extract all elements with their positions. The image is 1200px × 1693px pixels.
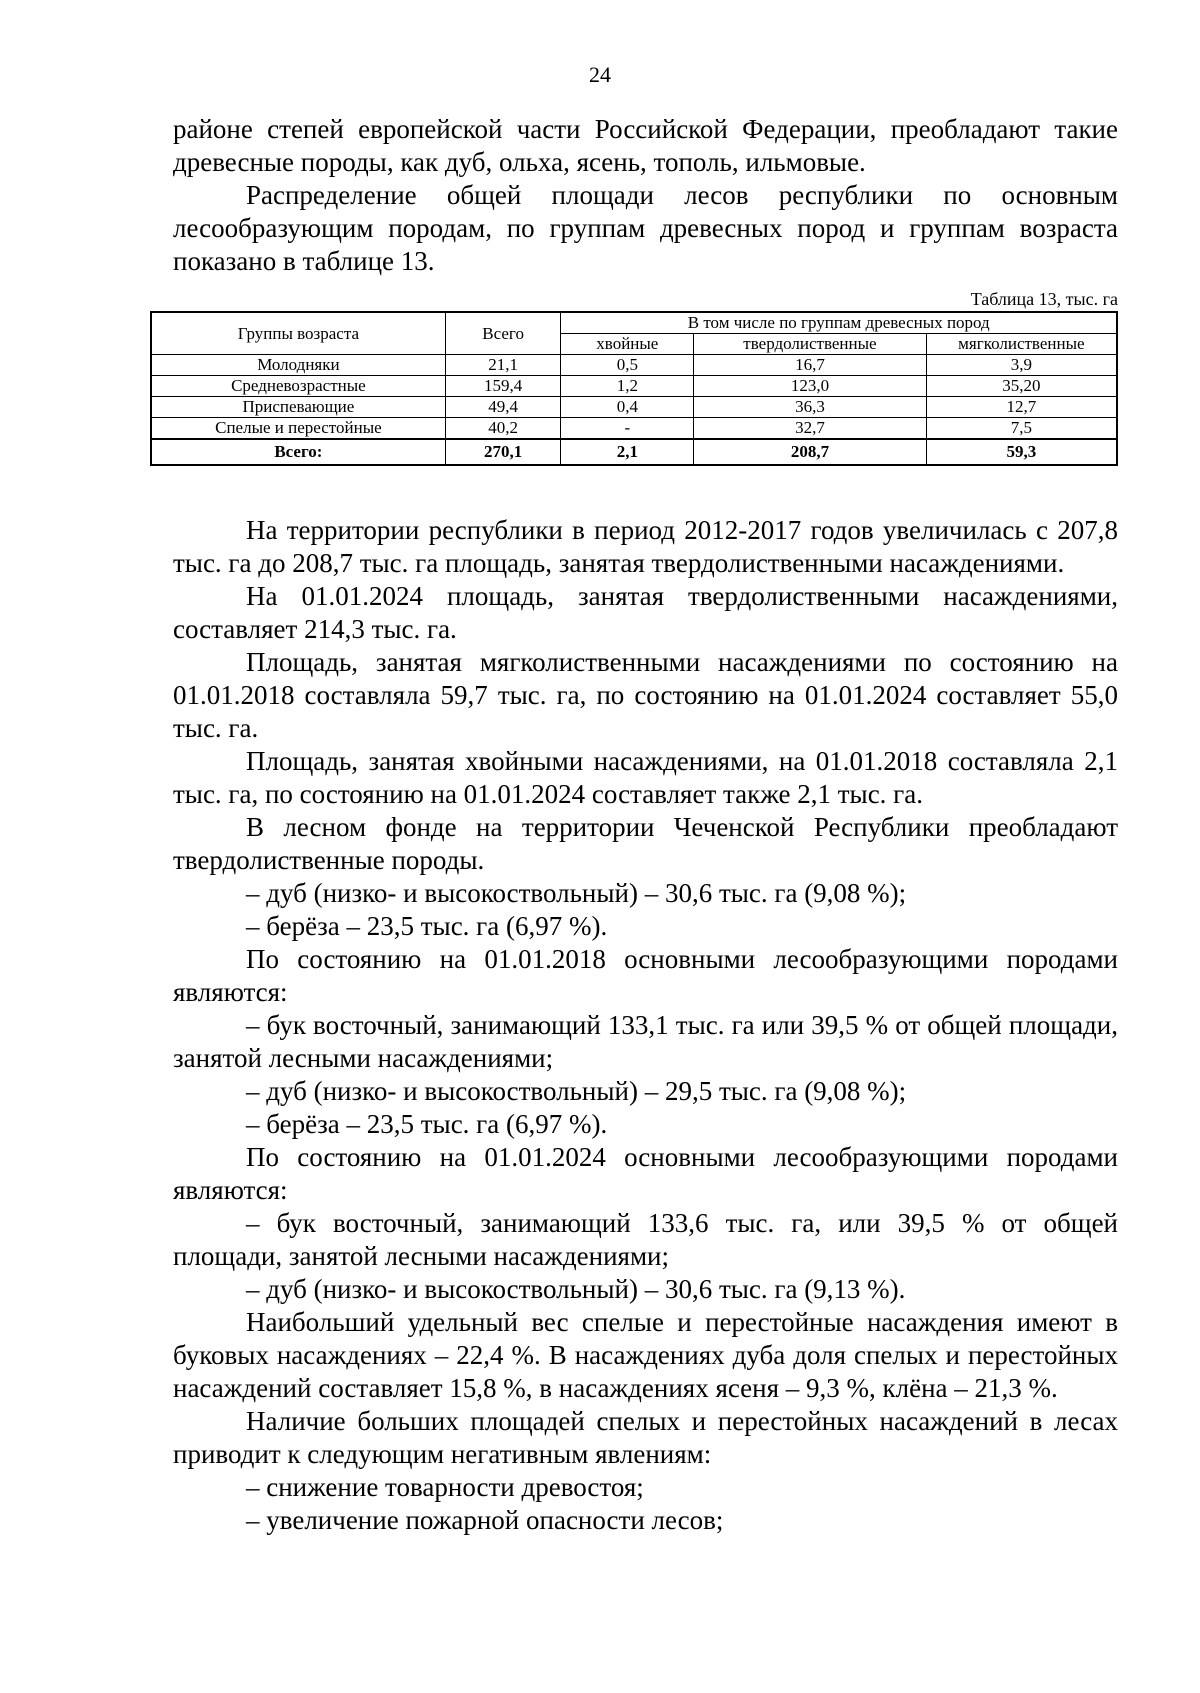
table-row — [151, 418, 1117, 440]
paragraph: По состоянию на 01.01.2024 основными лесообразующими породами являются: — [173, 1142, 1118, 1205]
list-item: – дуб (низко- и высокоствольный) – 30,6 тыс. га (9,08 %); — [246, 878, 907, 908]
intro-text — [173, 113, 1118, 278]
paragraph: По состоянию на 01.01.2018 основными лесообразующими породами являются: — [173, 944, 1118, 1007]
table-cell: Средневозрастные — [151, 376, 445, 397]
table-cell: 123,0 — [694, 376, 927, 397]
table-cell: 32,7 — [694, 418, 927, 440]
table-cell: Молодняки — [151, 355, 445, 376]
list-item: – берёза – 23,5 тыс. га (6,97 %). — [246, 1109, 608, 1139]
table-cell: 49,4 — [445, 397, 561, 418]
table-cell: 3,9 — [926, 355, 1117, 376]
header-hardwood: твердолиственные — [694, 334, 927, 355]
table-cell: - — [561, 418, 694, 440]
header-groups: Группы возраста — [151, 312, 445, 355]
table-cell: Спелые и перестойные — [151, 418, 445, 440]
list-item: – бук восточный, занимающий 133,6 тыс. га, или 39,5 % от общей площади, занятой лесными насаждениями; — [173, 1208, 1118, 1271]
list-item: – дуб (низко- и высокоствольный) – 29,5 тыс. га (9,08 %); — [246, 1076, 907, 1106]
paragraph: На 01.01.2024 площадь, занятая твердолиственными насаждениями, составляет 214,3 тыс. га. — [173, 581, 1118, 644]
list-item: – снижение товарности древостоя; — [246, 1472, 644, 1502]
header-including: В том числе по группам древесных пород — [561, 312, 1117, 334]
table-row — [151, 355, 1117, 376]
paragraph: Наибольший удельный вес спелые и перестойные насаждения имеют в буковых насаждениях – 22,4 %. В насаждениях дуба доля спелых и перестойных насаждений составляет 15,8 %, в насаждениях ясеня – 9,3 %, клёна – 21,3 %. — [173, 1307, 1118, 1403]
body-text — [173, 514, 1118, 1537]
page-number: 24 — [589, 62, 611, 87]
table-row — [151, 397, 1117, 418]
table-cell: 1,2 — [561, 376, 694, 397]
table-cell: 40,2 — [445, 418, 561, 440]
table-cell: 2,1 — [561, 439, 694, 465]
header-softwood: мягколиственные — [926, 334, 1117, 355]
paragraph: В лесном фонде на территории Чеченской Республики преобладают твердолиственные породы. — [173, 812, 1118, 875]
table-header-row — [151, 312, 1117, 334]
list-item: – берёза – 23,5 тыс. га (6,97 %). — [246, 911, 608, 941]
table-cell: 208,7 — [694, 439, 927, 465]
table-cell: 16,7 — [694, 355, 927, 376]
table-cell: 270,1 — [445, 439, 561, 465]
age-groups-table — [150, 311, 1118, 466]
intro-paragraph-2: Распределение общей площади лесов республики по основным лесообразующим породам, по группам древесных пород и группам возраста показано в таблице 13. — [173, 180, 1118, 276]
paragraph: На территории республики в период 2012-2017 годов увеличилась с 207,8 тыс. га до 208,7 тыс. га площадь, занятая твердолиственными насаждениями. — [173, 515, 1118, 578]
table-cell: Приспевающие — [151, 397, 445, 418]
table-row — [151, 376, 1117, 397]
paragraph: Площадь, занятая мягколиственными насаждениями по состоянию на 01.01.2018 составляла 59,7 тыс. га, по состоянию на 01.01.2024 составляет 55,0 тыс. га. — [173, 647, 1118, 743]
table-caption: Таблица 13, тыс. га — [970, 289, 1118, 309]
table-cell: 12,7 — [926, 397, 1117, 418]
paragraph: Наличие больших площадей спелых и перестойных насаждений в лесах приводит к следующим негативным явлениям: — [173, 1406, 1118, 1469]
intro-paragraph-1: районе степей европейской части Российской Федерации, преобладают такие древесные породы, как дуб, ольха, ясень, тополь, ильмовые. — [173, 114, 1118, 177]
list-item: – дуб (низко- и высокоствольный) – 30,6 тыс. га (9,13 %). — [246, 1274, 906, 1304]
header-total: Всего — [445, 312, 561, 355]
list-item: – увеличение пожарной опасности лесов; — [246, 1505, 724, 1535]
list-item: – бук восточный, занимающий 133,1 тыс. га или 39,5 % от общей площади, занятой лесными насаждениями; — [173, 1010, 1118, 1073]
table-cell: 0,5 — [561, 355, 694, 376]
table-cell: 36,3 — [694, 397, 927, 418]
table-total-row — [151, 439, 1117, 465]
table-cell: 7,5 — [926, 418, 1117, 440]
paragraph: Площадь, занятая хвойными насаждениями, на 01.01.2018 составляла 2,1 тыс. га, по состоянию на 01.01.2024 составляет также 2,1 тыс. га. — [173, 746, 1118, 809]
table-cell: 59,3 — [926, 439, 1117, 465]
table-cell: 35,20 — [926, 376, 1117, 397]
header-conifer: хвойные — [561, 334, 694, 355]
table-cell: 21,1 — [445, 355, 561, 376]
table-cell: 159,4 — [445, 376, 561, 397]
table-cell: Всего: — [151, 439, 445, 465]
table-cell: 0,4 — [561, 397, 694, 418]
